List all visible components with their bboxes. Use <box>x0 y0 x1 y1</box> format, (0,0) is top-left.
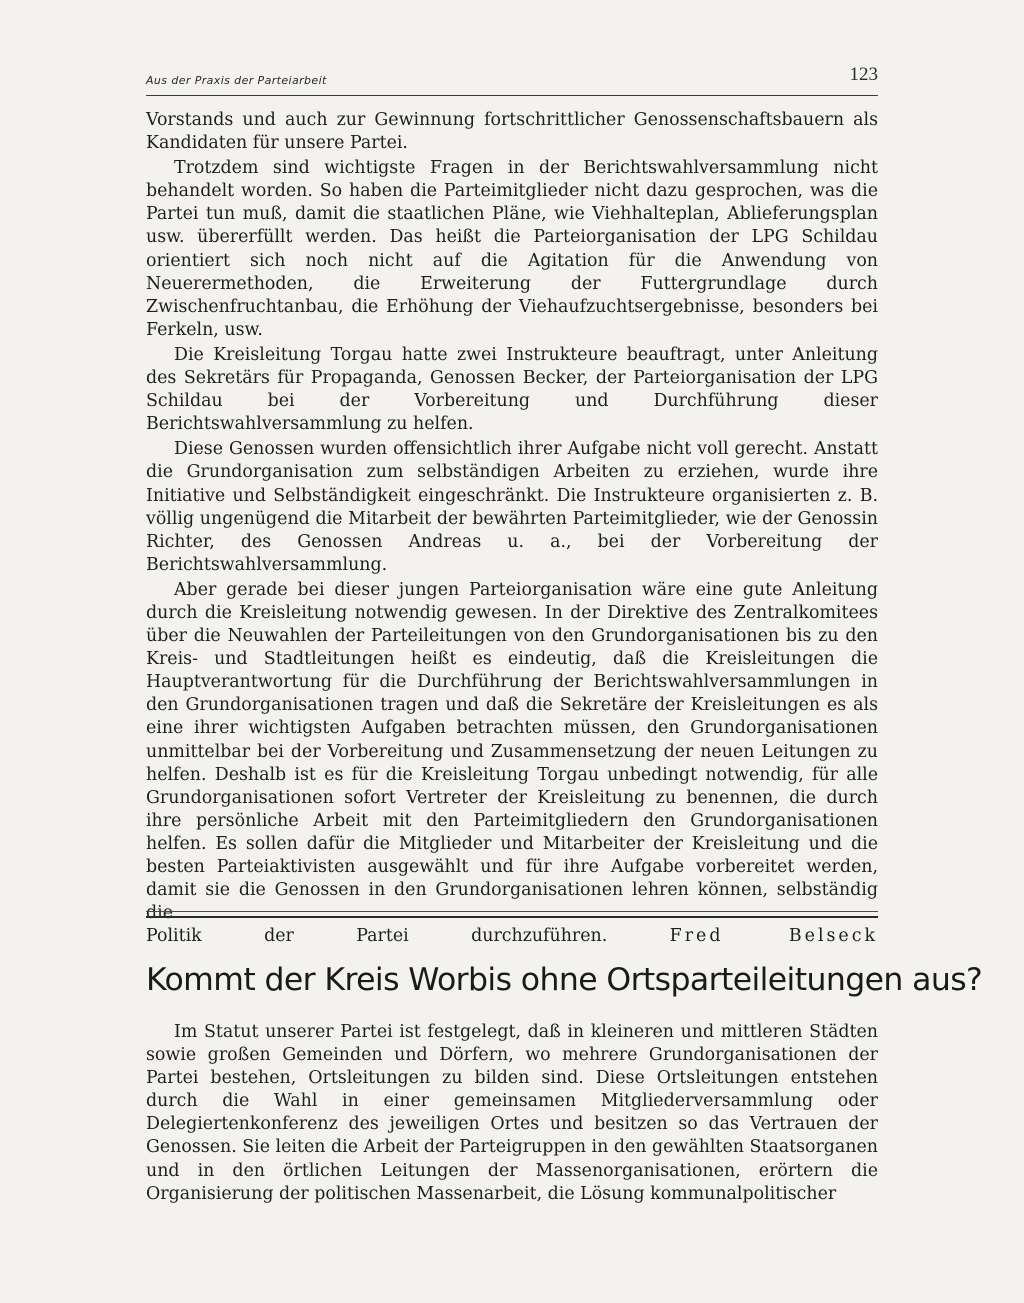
page-number: 123 <box>849 64 878 85</box>
header-rule <box>146 95 878 96</box>
paragraph-end: Politik der Partei durchzuführen. <box>146 926 608 947</box>
paragraph: Im Statut unserer Partei ist festgelegt, daß in kleineren und mittleren Städten sowie großen Gemeinden und Dörfern, wo mehrere Grundorganisationen der Partei bestehen, Ortsleitungen zu bilden sind. Diese Ortsleitungen entstehen durch die Wahl in einer gemeinsamen Mitgliederversammlung oder Delegiertenkonferenz des jeweiligen Ortes und besitzen so das Vertrauen der Genossen. Sie leiten die Arbeit der Parteigruppen in den gewählten Staatsorganen und in den örtlichen Leitungen der Massenorganisationen, erörtern die Organisierung der politischen Massenarbeit, die Lösung kommunalpolitischer <box>146 1022 878 1204</box>
paragraph: Aber gerade bei dieser jungen Parteiorganisation wäre eine gute Anleitung durch die Kreisleitung notwendig gewesen. In der Direktive des Zentralkomitees über die Neuwahlen der Parteileitungen von den Grundorganisationen bis zu den Kreis- und Stadtleitungen heißt es eindeutig, daß die Kreisleitungen die Hauptverantwortung für die Durchführung der Berichtswahlversammlungen in den Grundorganisationen tragen und daß die Sekretäre der Kreisleitungen es als eine ihrer wichtigsten Aufgaben betrachten müssen, den Grundorganisationen unmittelbar bei der Vorbereitung und Zusammensetzung der neuen Leitungen zu helfen. Deshalb ist es für die Kreisleitung Torgau unbedingt notwendig, für alle Grundorganisationen sofort Vertreter der Kreisleitung zu benennen, die durch ihre persönliche Arbeit mit den Parteimitgliedern den Grundorganisationen helfen. Es sollen dafür die Mitglieder und Mitarbeiter der Kreisleitung und die besten Parteiaktivisten ausgewählt und für ihre Aufgabe vorbereitet werden, damit sie die Genossen in den Grundorganisationen lehren können, selbständig die <box>146 579 878 924</box>
paragraph: Die Kreisleitung Torgau hatte zwei Instrukteure beauftragt, unter Anleitung des Sekretärs für Propaganda, Genossen Becker, der Parteiorganisation der LPG Schildau bei der Vorbereitung und Durchführung dieser Berichtswahlversammlung zu helfen. <box>146 344 878 435</box>
paragraph: Diese Genossen wurden offensichtlich ihrer Aufgabe nicht voll gerecht. Anstatt die Grundorganisation zum selbständigen Arbeiten zu erziehen, wurde ihre Initiative und Selbständigkeit eingeschränkt. Die Instrukteure organisierten z. B. völlig ungenügend die Mitarbeit der bewährten Parteimitglieder, wie der Genossin Richter, des Genossen Andreas u. a., bei der Vorbereitung der Berichtswahlversammlung. <box>146 439 878 575</box>
article-body-1 <box>146 109 878 948</box>
running-head: Aus der Praxis der Parteiarbeit <box>146 74 327 87</box>
section-divider <box>146 911 878 918</box>
article-title: Kommt der Kreis Worbis ohne Ortsparteileitungen aus? <box>146 962 983 998</box>
author-signature: Fred Belseck <box>669 926 879 947</box>
signature-line <box>146 925 878 948</box>
article-body-2 <box>146 1021 878 1206</box>
paragraph: Trotzdem sind wichtigste Fragen in der Berichtswahlversammlung nicht behandelt worden. So haben die Parteimitglieder nicht dazu gesprochen, was die Partei tun muß, damit die staatlichen Pläne, wie Viehhalteplan, Ablieferungsplan usw. übererfüllt werden. Das heißt die Parteiorganisation der LPG Schildau orientiert sich noch nicht auf die Agitation für die Anwendung von Neuerermethoden, die Erweiterung der Futtergrundlage durch Zwischenfruchtanbau, die Erhöhung der Viehaufzuchtsergebnisse, besonders bei Ferkeln, usw. <box>146 158 878 340</box>
paragraph: Vorstands und auch zur Gewinnung fortschrittlicher Genossenschaftsbauern als Kandidaten für unsere Partei. <box>146 110 878 154</box>
